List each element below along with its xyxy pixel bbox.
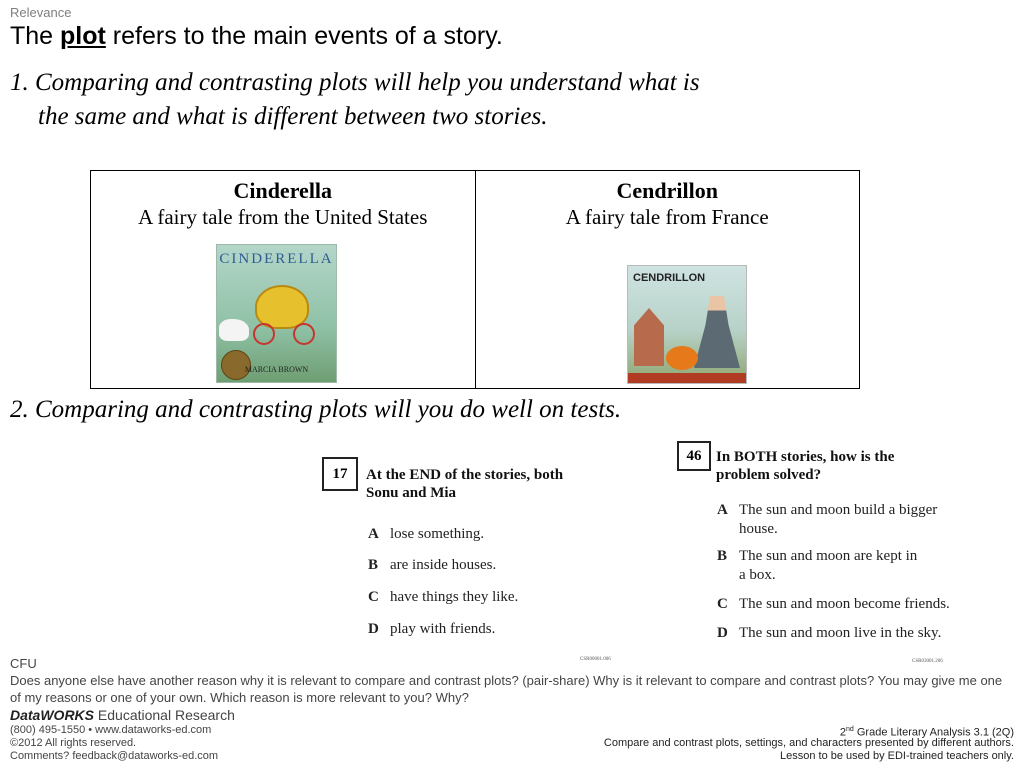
option-letter: C bbox=[717, 596, 728, 612]
cover-title: CENDRILLON bbox=[633, 272, 706, 284]
question-46-stem bbox=[716, 448, 946, 484]
option-text: have things they like. bbox=[390, 589, 519, 605]
option-text: lose something. bbox=[390, 526, 485, 542]
cover-author: MARCIA BROWN bbox=[244, 365, 309, 374]
question-46-option-c bbox=[717, 595, 950, 614]
stem-line: At the END of the stories, both bbox=[366, 467, 564, 483]
stem-line: Sonu and Mia bbox=[366, 485, 457, 501]
castle-illustration bbox=[634, 308, 664, 366]
wheel-illustration bbox=[253, 323, 275, 345]
question-17-option-d bbox=[368, 620, 495, 639]
question-17-number: 17 bbox=[322, 457, 358, 491]
question-17-option-a bbox=[368, 525, 484, 544]
pumpkin-illustration bbox=[666, 346, 698, 370]
title-keyword: plot bbox=[60, 22, 106, 50]
brand-bold: DataWORKS bbox=[10, 707, 95, 723]
question-46-option-d bbox=[717, 624, 941, 643]
cendrillon-book-cover-image bbox=[627, 265, 747, 384]
stem-line: In BOTH stories, how is the bbox=[716, 449, 895, 465]
wheel-illustration bbox=[293, 323, 315, 345]
option-text: The sun and moon are kept in bbox=[739, 548, 918, 564]
reason-1-line2: the same and what is different between two stories. bbox=[38, 103, 548, 130]
option-letter: B bbox=[368, 557, 379, 573]
option-text: The sun and moon build a bigger bbox=[739, 502, 938, 518]
reason-2: 2. Comparing and contrasting plots will you do well on tests. bbox=[10, 396, 622, 423]
brand-rest: Educational Research bbox=[94, 707, 235, 723]
option-text-cont: house. bbox=[739, 521, 778, 537]
horse-illustration bbox=[219, 319, 249, 341]
story-title: Cinderella bbox=[233, 178, 333, 203]
cinderella-book-cover-image bbox=[216, 244, 337, 383]
section-label: Relevance bbox=[10, 5, 72, 20]
question-17-option-c bbox=[368, 588, 518, 607]
option-text: The sun and moon become friends. bbox=[739, 596, 950, 612]
option-text: The sun and moon live in the sky. bbox=[739, 625, 942, 641]
option-text: are inside houses. bbox=[390, 557, 497, 573]
question-17-code: CSR00001.006 bbox=[580, 657, 611, 662]
title-suffix: refers to the main events of a story. bbox=[105, 22, 503, 50]
cfu-question: Does anyone else have another reason why it is relevant to compare and contrast plots? (pair-share) Why is it relevant to compare and contrast plots? You may give me one of my reasons or one of your own. Which reason is more relevant to you? Why? bbox=[10, 673, 1003, 705]
reason-1-line1: 1. Comparing and contrasting plots will help you understand what is bbox=[10, 69, 700, 96]
option-text-cont: a box. bbox=[739, 567, 776, 583]
question-17-stem bbox=[366, 466, 626, 502]
cendrillon-figure-illustration bbox=[694, 296, 740, 368]
footer-copyright: ©2012 All rights reserved. bbox=[10, 737, 137, 749]
option-letter: B bbox=[717, 548, 728, 564]
story-origin: A fairy tale from the United States bbox=[138, 205, 428, 229]
footer-contact: (800) 495-1550 • www.dataworks-ed.com bbox=[10, 724, 212, 736]
cfu-section bbox=[10, 655, 1010, 706]
question-46-option-b bbox=[717, 547, 917, 585]
lesson-title: Grade Literary Analysis 3.1 (2Q) bbox=[853, 726, 1014, 739]
brand-logo bbox=[10, 707, 235, 723]
cover-band bbox=[628, 373, 746, 383]
story-origin: A fairy tale from France bbox=[565, 205, 769, 229]
question-46-option-a bbox=[717, 501, 937, 539]
question-17-option-b bbox=[368, 556, 496, 575]
footer-comments: Comments? feedback@dataworks-ed.com bbox=[10, 750, 219, 762]
option-letter: A bbox=[368, 526, 379, 542]
footer-objective: Compare and contrast plots, settings, and characters presented by different authors. bbox=[603, 737, 1014, 749]
reason-1 bbox=[10, 66, 700, 134]
option-text: play with friends. bbox=[390, 621, 496, 637]
grade-number: 2 bbox=[839, 726, 847, 739]
stem-line: problem solved? bbox=[716, 467, 822, 483]
grade-suffix: nd bbox=[846, 726, 854, 733]
question-46-number: 46 bbox=[677, 441, 711, 471]
option-letter: D bbox=[368, 621, 379, 637]
option-letter: C bbox=[368, 589, 379, 605]
option-letter: A bbox=[717, 502, 728, 518]
footer-usage: Lesson to be used by EDI-trained teachers only. bbox=[780, 750, 1014, 762]
cfu-label: CFU bbox=[10, 656, 37, 671]
page-title bbox=[10, 22, 503, 51]
option-letter: D bbox=[717, 625, 728, 641]
title-prefix: The bbox=[10, 22, 61, 50]
question-46-code: CSR03001.206 bbox=[912, 659, 943, 664]
story-title: Cendrillon bbox=[616, 178, 718, 203]
cover-title: CINDERELLA bbox=[219, 251, 334, 267]
